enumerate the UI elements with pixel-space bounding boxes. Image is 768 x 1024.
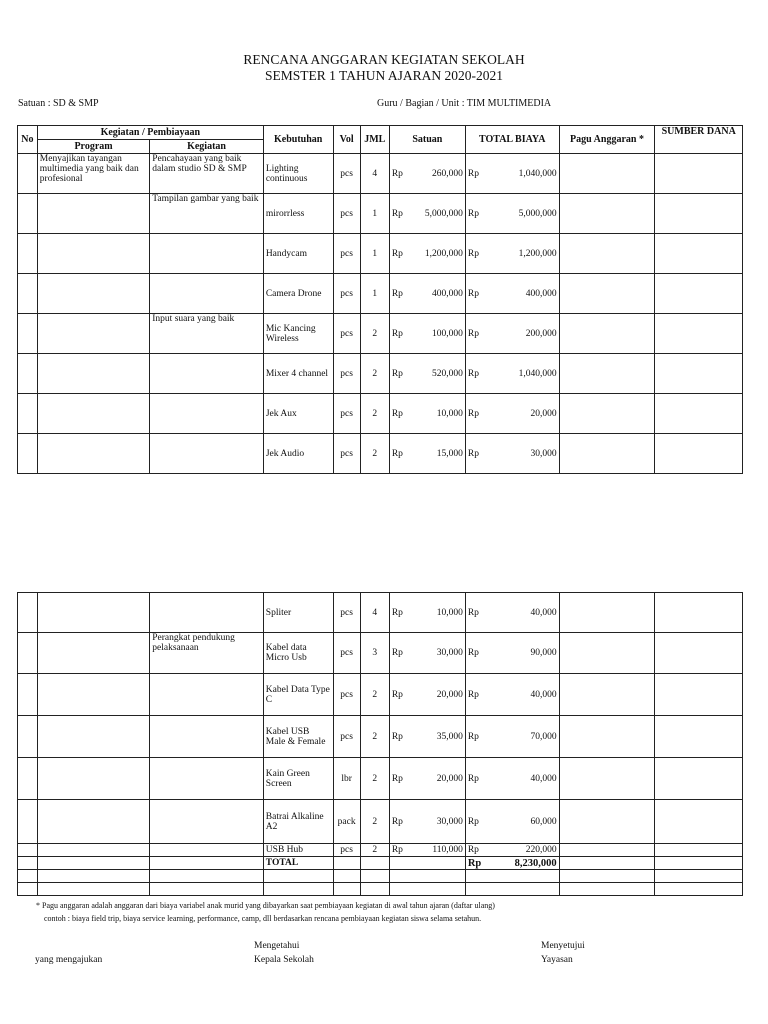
- table-row: [18, 758, 743, 800]
- no-cell: [18, 633, 38, 674]
- jml-cell: 2: [360, 800, 389, 844]
- currency-label: Rp: [467, 857, 482, 869]
- satuan-value: 35,000: [436, 731, 463, 742]
- satuan-cell: [389, 274, 465, 314]
- total-value: 70,000: [530, 731, 557, 742]
- sumber-dana-cell: [655, 154, 743, 194]
- satuan-cell: [389, 716, 465, 758]
- sign-yang-mengajukan: yang mengajukan: [35, 955, 103, 965]
- pagu-cell: [559, 758, 655, 800]
- grand-total-cell: [465, 857, 559, 870]
- sumber-dana-cell: [655, 633, 743, 674]
- satuan-value: 110,000: [432, 845, 463, 855]
- satuan-cell: [389, 194, 465, 234]
- satuan-value: 15,000: [436, 448, 463, 459]
- jml-cell: 1: [360, 274, 389, 314]
- satuan-value: 30,000: [436, 648, 463, 658]
- currency-label: Rp: [391, 448, 403, 459]
- jml-cell: 2: [360, 354, 389, 394]
- sumber-dana-cell: [655, 314, 743, 354]
- kebutuhan-cell: Jek Audio: [263, 434, 333, 474]
- table-row: [18, 314, 743, 354]
- total-value: 40,000: [530, 689, 557, 700]
- vol-cell: pcs: [333, 274, 360, 314]
- pagu-cell: [559, 674, 655, 716]
- satuan-cell: [389, 674, 465, 716]
- currency-label: Rp: [391, 816, 403, 827]
- total-cell: [465, 593, 559, 633]
- currency-label: Rp: [467, 208, 479, 219]
- currency-label: Rp: [391, 328, 403, 339]
- pagu-cell: [559, 800, 655, 844]
- vol-cell: pcs: [333, 234, 360, 274]
- header-vol: Vol: [333, 126, 360, 154]
- header-jml: JML: [360, 126, 389, 154]
- sumber-dana-cell: [655, 354, 743, 394]
- kebutuhan-cell: Lighting continuous: [263, 154, 333, 194]
- kebutuhan-cell: Kabel Data Type C: [263, 674, 333, 716]
- program-cell: [37, 593, 149, 633]
- jml-cell: 2: [360, 844, 389, 857]
- sumber-dana-cell: [655, 716, 743, 758]
- vol-cell: pcs: [333, 394, 360, 434]
- currency-label: Rp: [467, 448, 479, 459]
- currency-label: Rp: [391, 731, 403, 742]
- sumber-dana-cell: [655, 758, 743, 800]
- header-satuan: Satuan: [389, 126, 465, 154]
- pagu-cell: [559, 234, 655, 274]
- total-cell: [465, 633, 559, 674]
- jml-cell: 2: [360, 674, 389, 716]
- pagu-cell: [559, 434, 655, 474]
- table-row: [18, 274, 743, 314]
- unit-label: Guru / Bagian / Unit : TIM MULTIMEDIA: [377, 98, 552, 109]
- grand-total-value: 8,230,000: [514, 857, 557, 869]
- no-cell: [18, 394, 38, 434]
- kegiatan-cell: [150, 434, 264, 474]
- no-cell: [18, 234, 38, 274]
- program-cell: [37, 314, 149, 354]
- currency-label: Rp: [391, 408, 403, 419]
- kegiatan-cell: Tampilan gambar yang baik: [150, 194, 264, 234]
- document-title: RENCANA ANGGARAN KEGIATAN SEKOLAH: [243, 52, 525, 67]
- total-value: 30,000: [530, 448, 557, 459]
- currency-label: Rp: [467, 607, 479, 618]
- pagu-cell: [559, 194, 655, 234]
- header-total-biaya: TOTAL BIAYA: [465, 126, 559, 154]
- satuan-value: 10,000: [436, 408, 463, 419]
- table-row: [18, 434, 743, 474]
- satuan-cell: [389, 354, 465, 394]
- sumber-dana-cell: [655, 194, 743, 234]
- vol-cell: pcs: [333, 154, 360, 194]
- no-cell: [18, 844, 38, 857]
- total-cell: [465, 800, 559, 844]
- total-value: 1,200,000: [518, 248, 557, 259]
- satuan-cell: [389, 633, 465, 674]
- satuan-cell: [389, 314, 465, 354]
- pagu-cell: [559, 274, 655, 314]
- header-kegiatan-pembiayaan: Kegiatan / Pembiayaan: [37, 126, 263, 140]
- table-row: [18, 194, 743, 234]
- total-cell: [465, 154, 559, 194]
- total-cell: [465, 274, 559, 314]
- no-cell: [18, 593, 38, 633]
- currency-label: Rp: [467, 248, 479, 259]
- jml-cell: 2: [360, 314, 389, 354]
- kebutuhan-cell: mirorrless: [263, 194, 333, 234]
- no-cell: [18, 758, 38, 800]
- no-cell: [18, 354, 38, 394]
- currency-label: Rp: [391, 773, 403, 784]
- kegiatan-cell: [150, 234, 264, 274]
- satuan-value: 20,000: [436, 689, 463, 700]
- no-cell: [18, 674, 38, 716]
- sumber-dana-cell: [655, 800, 743, 844]
- kebutuhan-cell: Kain Green Screen: [263, 758, 333, 800]
- currency-label: Rp: [391, 368, 403, 379]
- kegiatan-cell: [150, 274, 264, 314]
- satuan-value: 260,000: [431, 168, 463, 179]
- jml-cell: 2: [360, 716, 389, 758]
- program-cell: [37, 274, 149, 314]
- satuan-cell: [389, 758, 465, 800]
- vol-cell: pack: [333, 800, 360, 844]
- sign-mengetahui: Mengetahui: [254, 941, 300, 951]
- sign-kepala-sekolah: Kepala Sekolah: [254, 955, 314, 965]
- kegiatan-cell: [150, 800, 264, 844]
- vol-cell: pcs: [333, 716, 360, 758]
- kebutuhan-cell: Jek Aux: [263, 394, 333, 434]
- program-cell: [37, 800, 149, 844]
- jml-cell: 2: [360, 434, 389, 474]
- sumber-dana-cell: [655, 274, 743, 314]
- jml-cell: 2: [360, 394, 389, 434]
- kebutuhan-cell: Camera Drone: [263, 274, 333, 314]
- total-row: [18, 857, 743, 870]
- vol-cell: pcs: [333, 354, 360, 394]
- total-cell: [465, 844, 559, 857]
- satuan-label: Satuan : SD & SMP: [18, 98, 99, 109]
- currency-label: Rp: [467, 368, 479, 379]
- pagu-cell: [559, 354, 655, 394]
- total-value: 200,000: [525, 328, 557, 339]
- empty-row: [18, 883, 743, 896]
- program-cell: [37, 354, 149, 394]
- currency-label: Rp: [391, 168, 403, 179]
- currency-label: Rp: [467, 648, 479, 658]
- currency-label: Rp: [391, 648, 403, 658]
- kegiatan-cell: [150, 758, 264, 800]
- vol-cell: lbr: [333, 758, 360, 800]
- program-cell: [37, 194, 149, 234]
- total-value: 60,000: [530, 816, 557, 827]
- vol-cell: pcs: [333, 633, 360, 674]
- kegiatan-cell: Pencahayaan yang baik dalam studio SD & SMP: [150, 154, 264, 194]
- satuan-value: 10,000: [436, 607, 463, 618]
- table-row: [18, 154, 743, 194]
- program-cell: [37, 844, 149, 857]
- sumber-dana-cell: [655, 394, 743, 434]
- total-cell: [465, 194, 559, 234]
- currency-label: Rp: [467, 816, 479, 827]
- kebutuhan-cell: Kabel USB Male & Female: [263, 716, 333, 758]
- header-kegiatan: Kegiatan: [150, 140, 264, 154]
- jml-cell: 4: [360, 593, 389, 633]
- currency-label: Rp: [391, 689, 403, 700]
- total-value: 1,040,000: [518, 168, 557, 179]
- table-row: [18, 394, 743, 434]
- program-cell: [37, 234, 149, 274]
- total-cell: [465, 716, 559, 758]
- satuan-value: 520,000: [431, 368, 463, 379]
- header-no: No: [18, 126, 38, 154]
- pagu-cell: [559, 633, 655, 674]
- kegiatan-cell: [150, 844, 264, 857]
- satuan-value: 20,000: [436, 773, 463, 784]
- kebutuhan-cell: Handycam: [263, 234, 333, 274]
- no-cell: [18, 800, 38, 844]
- satuan-cell: [389, 434, 465, 474]
- total-value: 5,000,000: [518, 208, 557, 219]
- total-cell: [465, 674, 559, 716]
- no-cell: [18, 274, 38, 314]
- total-value: 400,000: [525, 288, 557, 299]
- jml-cell: 2: [360, 758, 389, 800]
- no-cell: [18, 194, 38, 234]
- kegiatan-cell: [150, 354, 264, 394]
- total-value: 220,000: [525, 845, 557, 855]
- kebutuhan-cell: USB Hub: [263, 844, 333, 857]
- currency-label: Rp: [391, 208, 403, 219]
- currency-label: Rp: [467, 689, 479, 700]
- program-cell: [37, 394, 149, 434]
- table-row: [18, 674, 743, 716]
- satuan-cell: [389, 844, 465, 857]
- satuan-cell: [389, 234, 465, 274]
- currency-label: Rp: [467, 773, 479, 784]
- program-cell: Menyajikan tayangan multimedia yang baik dan profesional: [37, 154, 149, 194]
- no-cell: [18, 716, 38, 758]
- kegiatan-cell: [150, 674, 264, 716]
- currency-label: Rp: [467, 845, 479, 855]
- sumber-dana-cell: [655, 674, 743, 716]
- pagu-cell: [559, 593, 655, 633]
- table-row: [18, 800, 743, 844]
- total-value: 20,000: [530, 408, 557, 419]
- pagu-cell: [559, 844, 655, 857]
- total-cell: [465, 758, 559, 800]
- currency-label: Rp: [391, 845, 403, 855]
- kegiatan-cell: Input suara yang baik: [150, 314, 264, 354]
- kegiatan-cell: [150, 716, 264, 758]
- sign-yayasan: Yayasan: [541, 955, 573, 965]
- budget-table-1: [17, 125, 743, 474]
- program-cell: [37, 716, 149, 758]
- satuan-value: 5,000,000: [424, 208, 463, 219]
- total-value: 40,000: [530, 773, 557, 784]
- kebutuhan-cell: Kabel data Micro Usb: [263, 633, 333, 674]
- kebutuhan-cell: Mixer 4 channel: [263, 354, 333, 394]
- satuan-cell: [389, 394, 465, 434]
- sign-menyetujui: Menyetujui: [541, 941, 585, 951]
- header-pagu: Pagu Anggaran *: [559, 126, 655, 154]
- header-program: Program: [37, 140, 149, 154]
- currency-label: Rp: [467, 731, 479, 742]
- program-cell: [37, 434, 149, 474]
- sumber-dana-cell: [655, 844, 743, 857]
- no-cell: [18, 314, 38, 354]
- kebutuhan-cell: Spliter: [263, 593, 333, 633]
- satuan-value: 1,200,000: [424, 248, 463, 259]
- currency-label: Rp: [467, 288, 479, 299]
- currency-label: Rp: [467, 328, 479, 339]
- vol-cell: pcs: [333, 194, 360, 234]
- pagu-cell: [559, 154, 655, 194]
- no-cell: [18, 154, 38, 194]
- empty-row: [18, 870, 743, 883]
- kebutuhan-cell: Mic Kancing Wireless: [263, 314, 333, 354]
- currency-label: Rp: [391, 248, 403, 259]
- program-cell: [37, 633, 149, 674]
- pagu-cell: [559, 314, 655, 354]
- satuan-cell: [389, 154, 465, 194]
- kegiatan-cell: [150, 394, 264, 434]
- header-row: [18, 126, 743, 140]
- total-cell: [465, 314, 559, 354]
- jml-cell: 1: [360, 234, 389, 274]
- vol-cell: pcs: [333, 674, 360, 716]
- kebutuhan-cell: Batrai Alkaline A2: [263, 800, 333, 844]
- kegiatan-cell: Perangkat pendukung pelaksanaan: [150, 633, 264, 674]
- total-value: 40,000: [530, 607, 557, 618]
- satuan-cell: [389, 593, 465, 633]
- currency-label: Rp: [391, 288, 403, 299]
- table-row: [18, 844, 743, 857]
- jml-cell: 1: [360, 194, 389, 234]
- program-cell: [37, 674, 149, 716]
- no-cell: [18, 434, 38, 474]
- vol-cell: pcs: [333, 314, 360, 354]
- satuan-cell: [389, 800, 465, 844]
- footnote-2: contoh : biaya field trip, biaya service learning, performance, camp, dll berdasarkan rencana pembiayaan kegiatan siswa selama setahun.: [44, 914, 482, 923]
- program-cell: [37, 758, 149, 800]
- table-row: [18, 354, 743, 394]
- kegiatan-cell: [150, 593, 264, 633]
- total-value: 1,040,000: [518, 368, 557, 379]
- currency-label: Rp: [391, 607, 403, 618]
- currency-label: Rp: [467, 168, 479, 179]
- budget-table-2: [17, 592, 743, 896]
- table-row: [18, 716, 743, 758]
- jml-cell: 3: [360, 633, 389, 674]
- table-row: [18, 593, 743, 633]
- footnote-1: * Pagu anggaran adalah anggaran dari biaya variabel anak murid yang dibayarkan saat pembiayaan kegiatan di awal tahun ajaran (daftar ulang): [36, 901, 495, 910]
- table-row: [18, 633, 743, 674]
- satuan-value: 30,000: [436, 816, 463, 827]
- total-value: 90,000: [530, 648, 557, 658]
- pagu-cell: [559, 716, 655, 758]
- satuan-value: 100,000: [431, 328, 463, 339]
- sumber-dana-cell: [655, 593, 743, 633]
- vol-cell: pcs: [333, 593, 360, 633]
- total-cell: [465, 354, 559, 394]
- header-kebutuhan: Kebutuhan: [263, 126, 333, 154]
- total-cell: [465, 234, 559, 274]
- currency-label: Rp: [467, 408, 479, 419]
- table-row: [18, 234, 743, 274]
- total-cell: [465, 434, 559, 474]
- pagu-cell: [559, 394, 655, 434]
- sumber-dana-cell: [655, 434, 743, 474]
- jml-cell: 4: [360, 154, 389, 194]
- header-sumber-dana: SUMBER DANA: [655, 126, 743, 154]
- vol-cell: pcs: [333, 844, 360, 857]
- document-subtitle: SEMSTER 1 TAHUN AJARAN 2020-2021: [265, 68, 503, 83]
- total-label: TOTAL: [263, 857, 333, 870]
- total-cell: [465, 394, 559, 434]
- sumber-dana-cell: [655, 234, 743, 274]
- satuan-value: 400,000: [431, 288, 463, 299]
- vol-cell: pcs: [333, 434, 360, 474]
